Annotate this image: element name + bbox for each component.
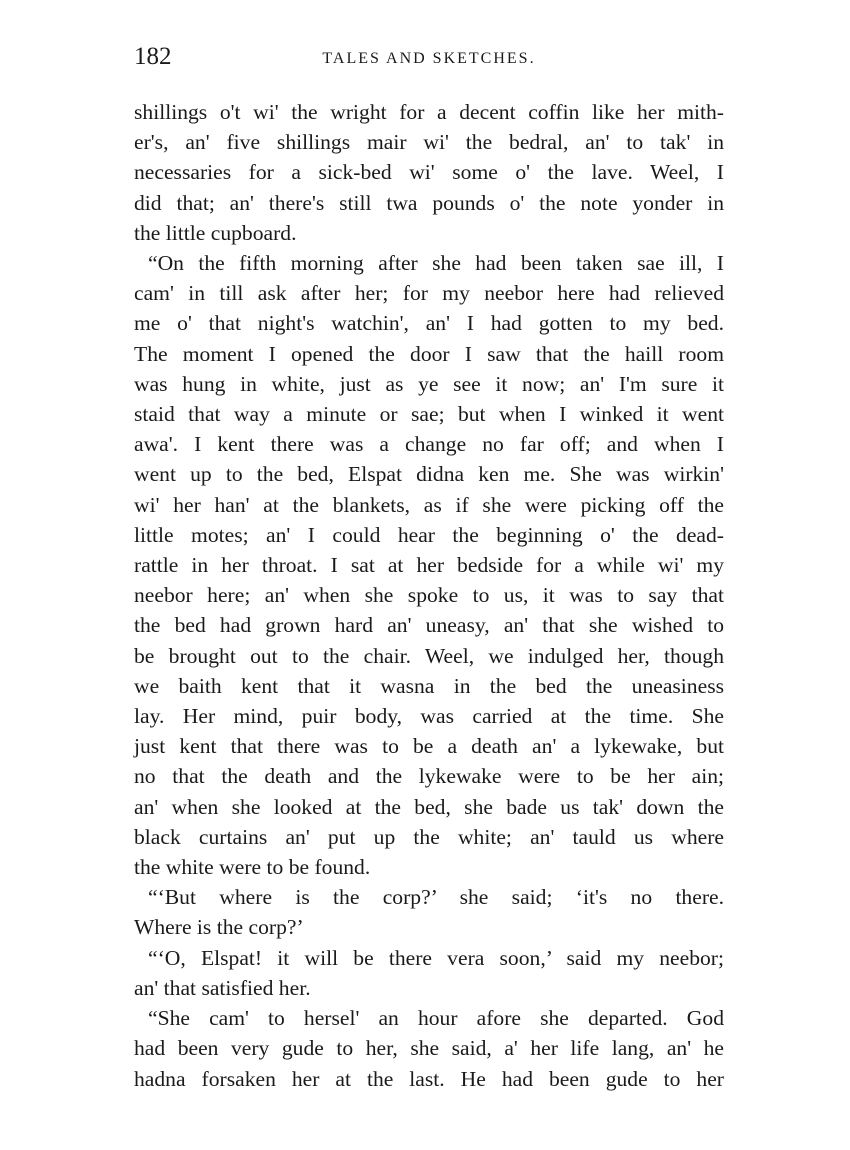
text-line: was hung in white, just as ye see it now; an' I'm sure it <box>134 371 724 396</box>
text-line: “‘But where is the corp?’ she said; ‘it's no there. <box>148 885 724 910</box>
text-line: “She cam' to hersel' an hour afore she departed. God <box>148 1006 724 1031</box>
text-line: no that the death and the lykewake were to be her ain; <box>134 764 724 789</box>
text-line: wi' her han' at the blankets, as if she were picking off the <box>134 492 724 517</box>
text-line: neebor here; an' when she spoke to us, it was to say that <box>134 583 724 608</box>
text-line: went up to the bed, Elspat didna ken me. She was wirkin' <box>134 462 724 487</box>
text-line: necessaries for a sick-bed wi' some o' the lave. Weel, I <box>134 160 724 185</box>
text-line: er's, an' five shillings mair wi' the bedral, an' to tak' in <box>134 130 724 155</box>
text-line: did that; an' there's still twa pounds o' the note yonder in <box>134 190 724 215</box>
text-line: be brought out to the chair. Weel, we indulged her, though <box>134 643 724 668</box>
text-line: “‘O, Elspat! it will be there vera soon,’ said my neebor; <box>148 945 724 970</box>
text-line: an' that satisfied her. <box>134 975 311 1000</box>
text-line: rattle in her throat. I sat at her bedside for a while wi' my <box>134 553 724 578</box>
body-text <box>134 97 724 1094</box>
text-line: awa'. I kent there was a change no far off; and when I <box>134 432 724 457</box>
running-head: TALES AND SKETCHES. <box>322 50 536 67</box>
page-number: 182 <box>134 43 172 70</box>
text-line: Where is the corp?’ <box>134 915 304 940</box>
text-line: the bed had grown hard an' uneasy, an' that she wished to <box>134 613 724 638</box>
text-line: shillings o't wi' the wright for a decent coffin like her mith- <box>134 100 724 124</box>
text-line: black curtains an' put up the white; an' tauld us where <box>134 824 724 849</box>
text-line: had been very gude to her, she said, a' her life lang, an' he <box>134 1036 724 1061</box>
text-line: lay. Her mind, puir body, was carried at the time. She <box>134 704 724 729</box>
text-line: little motes; an' I could hear the beginning o' the dead- <box>134 522 724 547</box>
text-line: cam' in till ask after her; for my neebor here had relieved <box>134 281 724 306</box>
text-line: an' when she looked at the bed, she bade us tak' down the <box>134 794 724 819</box>
text-line: the little cupboard. <box>134 220 297 245</box>
text-line: the white were to be found. <box>134 855 371 880</box>
page-header <box>134 40 724 74</box>
text-line: hadna forsaken her at the last. He had been gude to her <box>134 1066 724 1091</box>
text-line: staid that way a minute or sae; but when I winked it went <box>134 402 724 427</box>
text-line: “On the fifth morning after she had been taken sae ill, I <box>148 251 724 276</box>
text-line: we baith kent that it wasna in the bed the uneasiness <box>134 673 724 698</box>
text-line: The moment I opened the door I saw that the haill room <box>134 341 724 366</box>
text-line: just kent that there was to be a death an' a lykewake, but <box>134 734 724 759</box>
text-line: me o' that night's watchin', an' I had gotten to my bed. <box>134 311 724 336</box>
